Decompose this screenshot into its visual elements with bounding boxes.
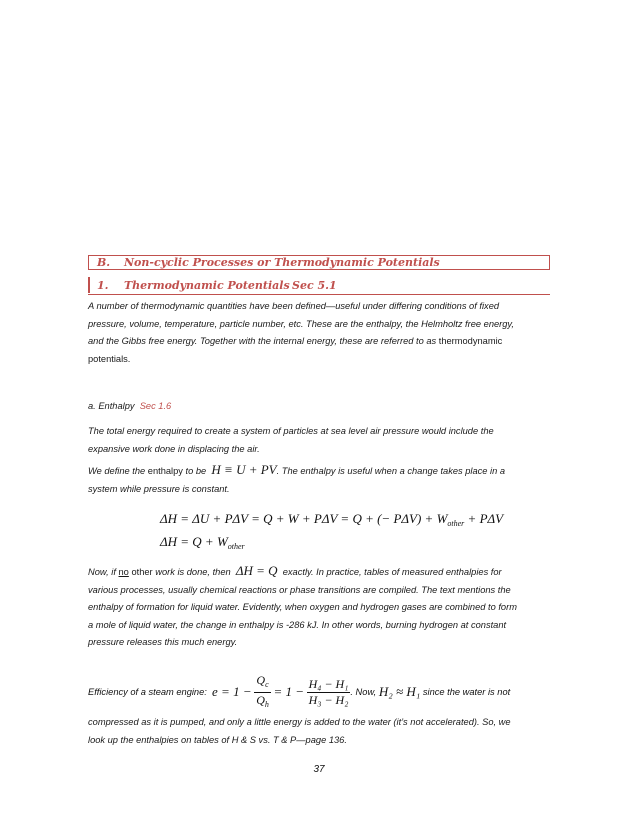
enthalpy-paragraph-2: Now, if no other work is done, then ΔH = Q exactly. In practice, tables of measured enthalpies for various processes, usually chemical reactions or phase transitions are compiled. The text mentions the enthalpy of formation for liquid water. Evidently, when oxygen and hydrogen gases are combined to form a mole of liquid water, the change in enthalpy is -286 kJ. In other words, burning hydrogen at constant pressure releases this much energy. [88,563,517,648]
enthalpy-definition-equation: H ≡ U + PV [211,462,277,477]
section-b-title: Non-cyclic Processes or Thermodynamic Potentials [124,256,440,269]
efficiency-paragraph: compressed as it is pumped, and only a little energy is added to the water (it’s not accelerated). So, we look up the enthalpies on tables of H & S vs. T & P—page 136. [88,717,511,745]
page-number: 37 [313,764,325,775]
efficiency-label: Efficiency of a steam engine: [88,687,207,697]
enthalpy-definition: We define the enthalpy to be H ≡ U + PV. The enthalpy is useful when a change takes place in a system while pressure is constant. [88,462,506,494]
section-1-label: 1. [97,279,109,292]
intro-line-1: A number of thermodynamic quantities have been defined—useful under differing conditions of fixed [88,301,500,311]
enthalpy-equation-2: $\Delta H = Q + W_{other}$ [160,534,245,551]
intro-paragraph [88,298,558,368]
section-1-underline [88,294,550,295]
delta-h-equals-q: ΔH = Q [235,563,278,578]
section-1-left-bar [88,277,90,293]
enthalpy-heading: a. Enthalpy Sec 1.6 [88,401,172,411]
thermodynamic-term: thermodynamic [438,336,503,347]
section-1-ref: Sec 5.1 [292,279,337,292]
enthalpy-ref: Sec 1.6 [139,401,172,411]
section-1-title: Thermodynamic Potentials [124,279,290,292]
intro-line-3: and the Gibbs free energy. Together with the internal energy, these are referred to as thermodynamic [88,336,503,347]
intro-line-4: potentials. [88,353,131,364]
intro-line-2: pressure, volume, temperature, particle number, etc. These are the enthalpy, the Helmholtz free energy, [88,318,514,329]
h2-approx-h1: H₂ ≈ H₁ [378,684,421,699]
efficiency-line: Efficiency of a steam engine: e = 1 − $\frac{Q_c}{Q_h}$ = 1 − $\frac{\text{H₄ − H₁}}{\text{H₃ − H₂}}$ . Now, H₂ ≈ H₁ since the water is not [88,672,568,712]
qc-over-qh: $\frac{Q_c}{Q_h}$ [256,672,269,709]
enthalpy-equation-1: ΔH = ΔU + PΔV = Q + W + PΔV = Q + (− $P\Delta V) + W_{other} + P\Delta V$ [160,511,504,528]
section-b-label: B. [97,256,111,269]
enthalpy-ratio: $\frac{\text{H₄ − H₁}}{\text{H₃ − H₂}}$ [308,676,349,707]
enthalpy-paragraph-1: The total energy required to create a system of particles at sea level air pressure would include the expansive work done in displacing the air. [88,426,494,454]
no-emphasis: no [118,567,129,577]
